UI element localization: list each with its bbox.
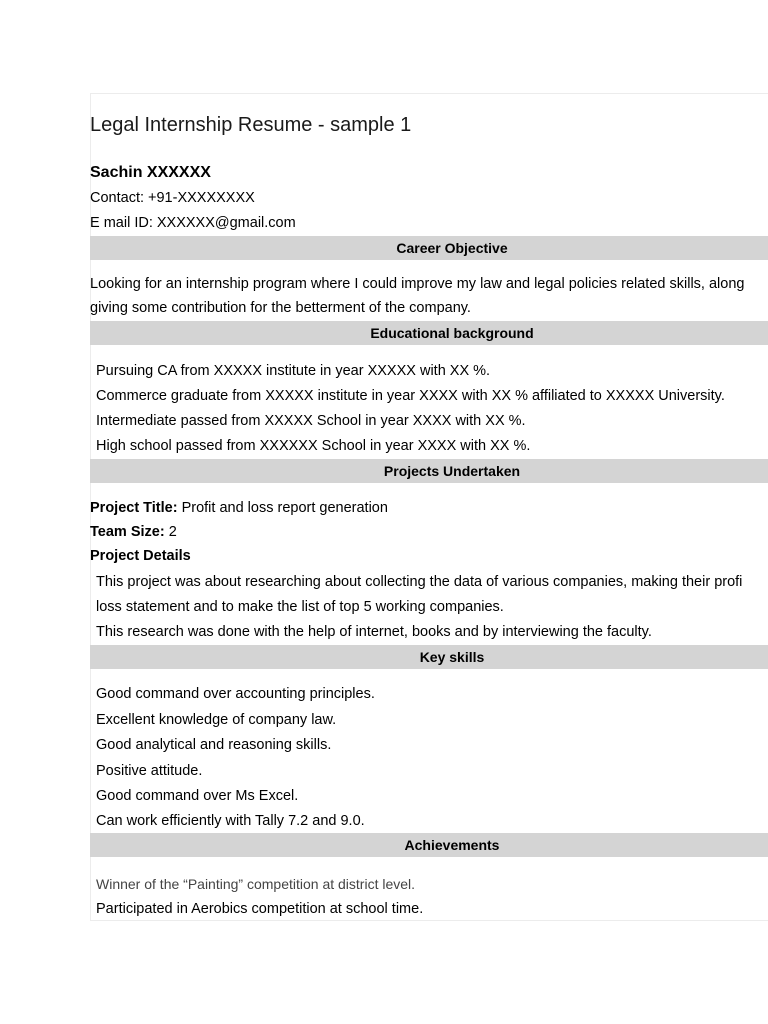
project-detail-line: loss statement and to make the list of top 5 working companies.: [96, 599, 504, 615]
objective-line: giving some contribution for the betterment of the company.: [90, 300, 471, 316]
section-heading-education: [90, 321, 768, 345]
project-title-label: Project Title:: [90, 500, 178, 516]
skill-item: Good command over Ms Excel.: [96, 788, 299, 804]
document-title: Legal Internship Resume - sample 1: [90, 114, 412, 136]
objective-line: Looking for an internship program where I could improve my law and legal policies related skills, along: [90, 276, 745, 292]
education-item: Pursuing CA from XXXXX institute in year XXXXX with XX %.: [96, 363, 491, 379]
contact-line: Contact: +91-XXXXXXXX: [90, 190, 255, 206]
email-line: E mail ID: XXXXXX@gmail.com: [90, 215, 296, 231]
skill-item: Good command over accounting principles.: [96, 686, 375, 702]
team-size-value: 2: [164, 524, 177, 540]
team-size-line: [90, 524, 177, 540]
project-detail-line: This research was done with the help of internet, books and by interviewing the faculty.: [96, 624, 652, 640]
skill-item: Good analytical and reasoning skills.: [96, 737, 332, 753]
section-heading-label: Career Objective: [396, 240, 508, 256]
education-item: Commerce graduate from XXXXX institute in year XXXX with XX % affiliated to XXXXX University.: [96, 388, 725, 404]
section-heading-label: Achievements: [404, 837, 500, 853]
section-heading-label: Educational background: [370, 325, 534, 341]
section-heading-career-objective: [90, 236, 768, 260]
section-heading-projects: [90, 459, 768, 483]
project-details-label: Project Details: [90, 548, 191, 564]
section-heading-label: Key skills: [419, 649, 485, 665]
section-heading-label: Projects Undertaken: [383, 463, 521, 479]
education-item: Intermediate passed from XXXXX School in year XXXX with XX %.: [96, 413, 526, 429]
skill-item: Excellent knowledge of company law.: [96, 712, 337, 728]
project-title-line: [90, 500, 388, 516]
project-detail-line: This project was about researching about collecting the data of various companies, making their profi: [96, 574, 743, 590]
candidate-name: Sachin XXXXXX: [90, 164, 211, 181]
team-size-label: Team Size:: [90, 524, 165, 540]
achievement-item: Winner of the “Painting” competition at district level.: [96, 876, 416, 892]
achievement-item: Participated in Aerobics competition at school time.: [96, 901, 424, 917]
education-item: High school passed from XXXXXX School in year XXXX with XX %.: [96, 438, 531, 454]
project-title-value: Profit and loss report generation: [177, 500, 388, 516]
section-heading-skills: [90, 645, 768, 669]
section-heading-achievements: [90, 833, 768, 857]
skill-item: Positive attitude.: [96, 763, 203, 779]
skill-item: Can work efficiently with Tally 7.2 and 9.0.: [96, 813, 365, 829]
